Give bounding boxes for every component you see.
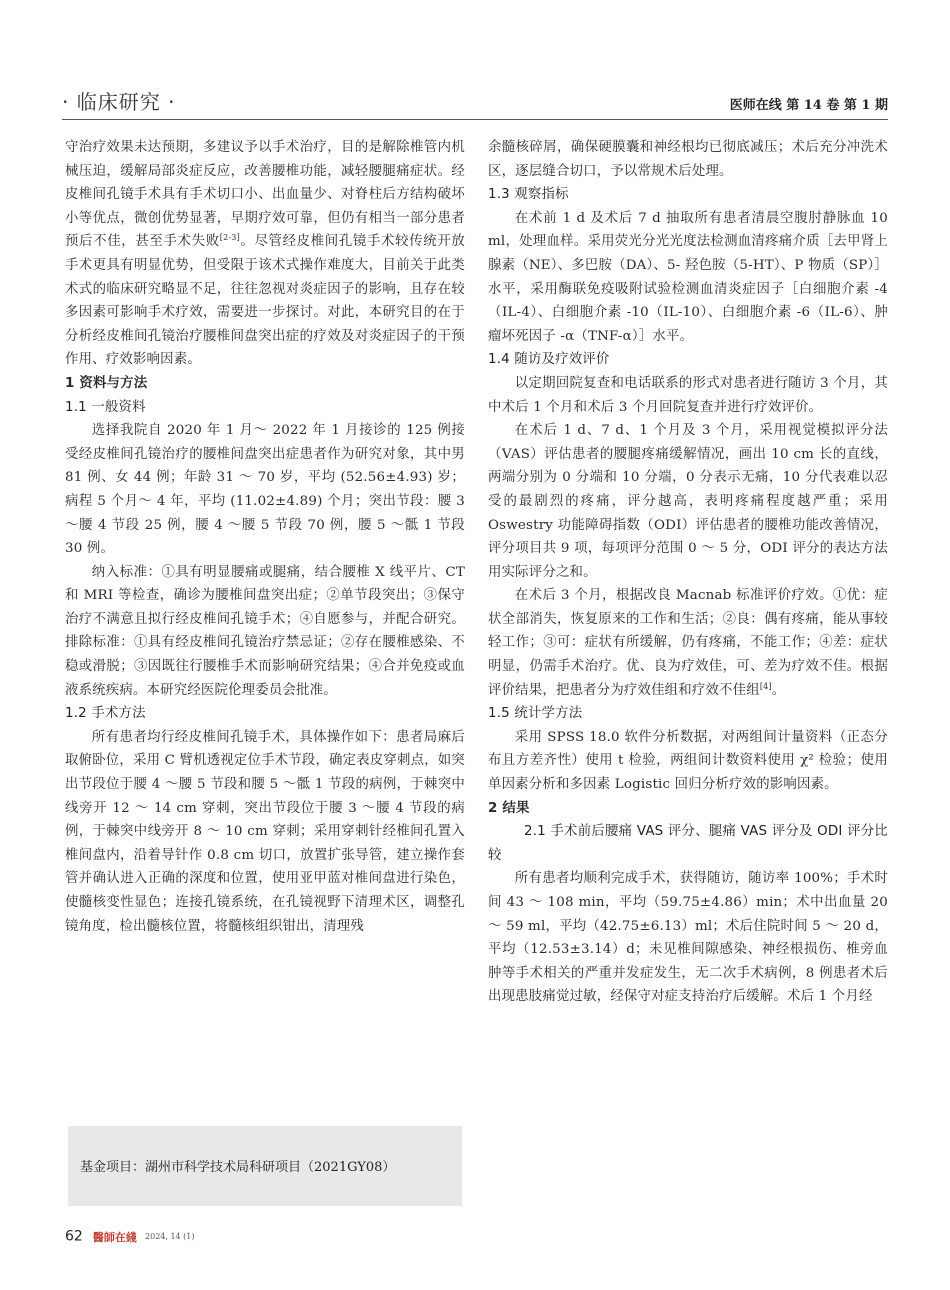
heading-section-1: 1 资料与方法 [65, 375, 148, 391]
paragraph: 所有患者均顺利完成手术，获得随访，随访率 100%；手术时间 43 ～ 108 min，平均（59.75±4.86）min；术中出血量 20 ～ 59 ml，平均（42.75±6.13）ml；术后住院时间 5 ～ 20 d，平均（12.53±3.14）d；未见椎间隙感染、神经根损伤、椎旁血肿等手术相关的严重并发症发生，无二次手术病例，8 例患者术后出现患肢痛觉过敏，经保守对症支持治疗后缓解。术后 1 个月经 [488, 871, 888, 1005]
paragraph: 余髓核碎屑，确保硬膜囊和神经根均已彻底减压；术后充分冲洗术区，逐层缝合切口，予以常规术后处理。 [488, 140, 888, 179]
heading-1-2: 1.2 手术方法 [65, 706, 146, 722]
paragraph: 纳入标准：①具有明显腰痛或腿痛，结合腰椎 X 线平片、CT 和 MRI 等检查，确诊为腰椎间盘突出症；②单节段突出；③保守治疗不满意且拟行经皮椎间孔镜手术；④自愿参与，并配合研究。排除标准：①具有经皮椎间孔镜治疗禁忌证；②存在腰椎感染、不稳或滑脱；③因既往行腰椎手术而影响研究结果；④合并免疫或血液系统疾病。本研究经医院伦理委员会批准。 [65, 564, 465, 698]
paragraph: 所有患者均行经皮椎间孔镜手术，具体操作如下：患者局麻后取俯卧位，采用 C 臂机透视定位手术节段，确定表皮穿刺点，如突出节段位于腰 4 ～腰 5 节段和腰 5 ～骶 1 节段的病例，于棘突中线旁开 12 ～ 14 cm 穿刺，突出节段位于腰 3 ～腰 4 节段的病例，于棘突中线旁开 8 ～ 10 cm 穿刺；采用穿刺针经椎间孔置入椎间盘内，沿着导针作 0.8 cm 切口，放置扩张导管，建立操作套管并确认进入正确的深度和位置，使用亚甲蓝对椎间盘进行染色，使髓核变性显色；连接孔镜系统，在孔镜视野下清理术区，调整孔镜角度，检出髓核位置，将髓核组织钳出，清理残 [65, 729, 465, 934]
heading-1-4: 1.4 随访及疗效评价 [488, 352, 610, 368]
heading-1-1: 1.1 一般资料 [65, 399, 146, 415]
funding-box [68, 1126, 462, 1206]
paragraph: 在术前 1 d 及术后 7 d 抽取所有患者清晨空腹肘静脉血 10 ml，处理血样。采用荧光分光光度法检测血清疼痛介质［去甲肾上腺素（NE）、多巴胺（DA）、5- 羟色胺（5-HT）、P 物质（SP）］水平，采用酶联免疫吸附试验检测血清炎症因子［白细胞介素 -4（IL-4）、白细胞介素 -10（IL-10）、白细胞介素 -6（IL-6）、肿瘤坏死因子 -α（TNF-α）］水平。 [488, 210, 888, 344]
header-rule [62, 119, 888, 120]
paragraph: 守治疗效果未达预期，多建议予以手术治疗，目的是解除椎管内机械压迫，缓解局部炎症反应，改善腰椎功能，减轻腰腿痛症状。经皮椎间孔镜手术具有手术切口小、出血量少、对脊柱后方结构破坏小等优点，微创优势显著，早期疗效可靠，但仍有相当一部分患者预后不佳，甚至手术失败[2-3]。尽管经皮椎间孔镜手术较传统开放手术更具有明显优势，但受限于该术式操作难度大，目前关于此类术式的临床研究略显不足，往往忽视对炎症因子的影响，且存在较多因素可影响手术疗效，需要进一步探讨。对此，本研究目的在于分析经皮椎间孔镜治疗腰椎间盘突出症的疗效及对炎症因子的干预作用、疗效影响因素。 [65, 140, 465, 368]
citation[interactable]: [2-3] [219, 233, 240, 243]
journal-issue-label: 医师在线 第 14 卷 第 1 期 [729, 98, 888, 113]
funding-text: 基金项目：湖州市科学技术局科研项目（2021GY08） [80, 1160, 396, 1175]
page-header [62, 84, 888, 118]
issue-info: 2024, 14 (1) [145, 1232, 195, 1241]
left-column [65, 136, 465, 938]
paragraph: 以定期回院复查和电话联系的形式对患者进行随访 3 个月，其中术后 1 个月和术后 3 个月回院复查并进行疗效评价。 [488, 375, 888, 415]
paragraph: 在术后 3 个月，根据改良 Macnab 标准评价疗效。①优：症状全部消失，恢复原来的工作和生活；②良：偶有疼痛，能从事较轻工作；③可：症状有所缓解，仍有疼痛，不能工作；④差：症状明显，仍需手术治疗。优、良为疗效佳，可、差为疗效不佳。根据评价结果，把患者分为疗效佳组和疗效不佳组[4]。 [488, 588, 888, 698]
journal-logo: 醫師在綫 [92, 1230, 137, 1244]
heading-1-5: 1.5 统计学方法 [488, 706, 583, 722]
heading-2-1: 2.1 手术前后腰痛 VAS 评分、腿痛 VAS 评分及 ODI 评分比较 [488, 824, 888, 863]
right-column [488, 136, 888, 1009]
paragraph: 选择我院自 2020 年 1 月～ 2022 年 1 月接诊的 125 例接受经皮椎间孔镜治疗的腰椎间盘突出症患者作为研究对象，其中男 81 例、女 44 例；年龄 31 ～ 70 岁，平均 (52.56±4.93) 岁；病程 5 个月～ 4 年，平均 (11.02±4.89) 个月；突出节段：腰 3 ～腰 4 节段 25 例，腰 4 ～腰 5 节段 70 例，腰 5 ～骶 1 节段 30 例。 [65, 423, 465, 557]
heading-section-2: 2 结果 [488, 800, 530, 816]
heading-1-3: 1.3 观察指标 [488, 187, 569, 203]
paragraph: 采用 SPSS 18.0 软件分析数据，对两组间计量资料（正态分布且方差齐性）使用 t 检验，两组间计数资料使用 χ² 检验；使用单因素分析和多因素 Logistic 回归分析疗效的影响因素。 [488, 729, 888, 793]
paragraph: 在术后 1 d、7 d、1 个月及 3 个月，采用视觉模拟评分法（VAS）评估患者的腰腿疼痛缓解情况，画出 10 cm 长的直线，两端分别为 0 分端和 10 分端，0 分表示无痛，10 分代表难以忍受的最剧烈的疼痛，评分越高，表明疼痛程度越严重；采用 Oswestry 功能障碍指数（ODI）评估患者的腰椎功能改善情况，评分项目共 9 项，每项评分范围 0 ～ 5 分，ODI 评分的表达方法用实际评分之和。 [488, 423, 888, 580]
page-footer [65, 1226, 365, 1246]
citation[interactable]: [4] [759, 681, 772, 691]
page-number: 62 [65, 1228, 83, 1245]
section-label: · 临床研究 · [62, 90, 176, 114]
